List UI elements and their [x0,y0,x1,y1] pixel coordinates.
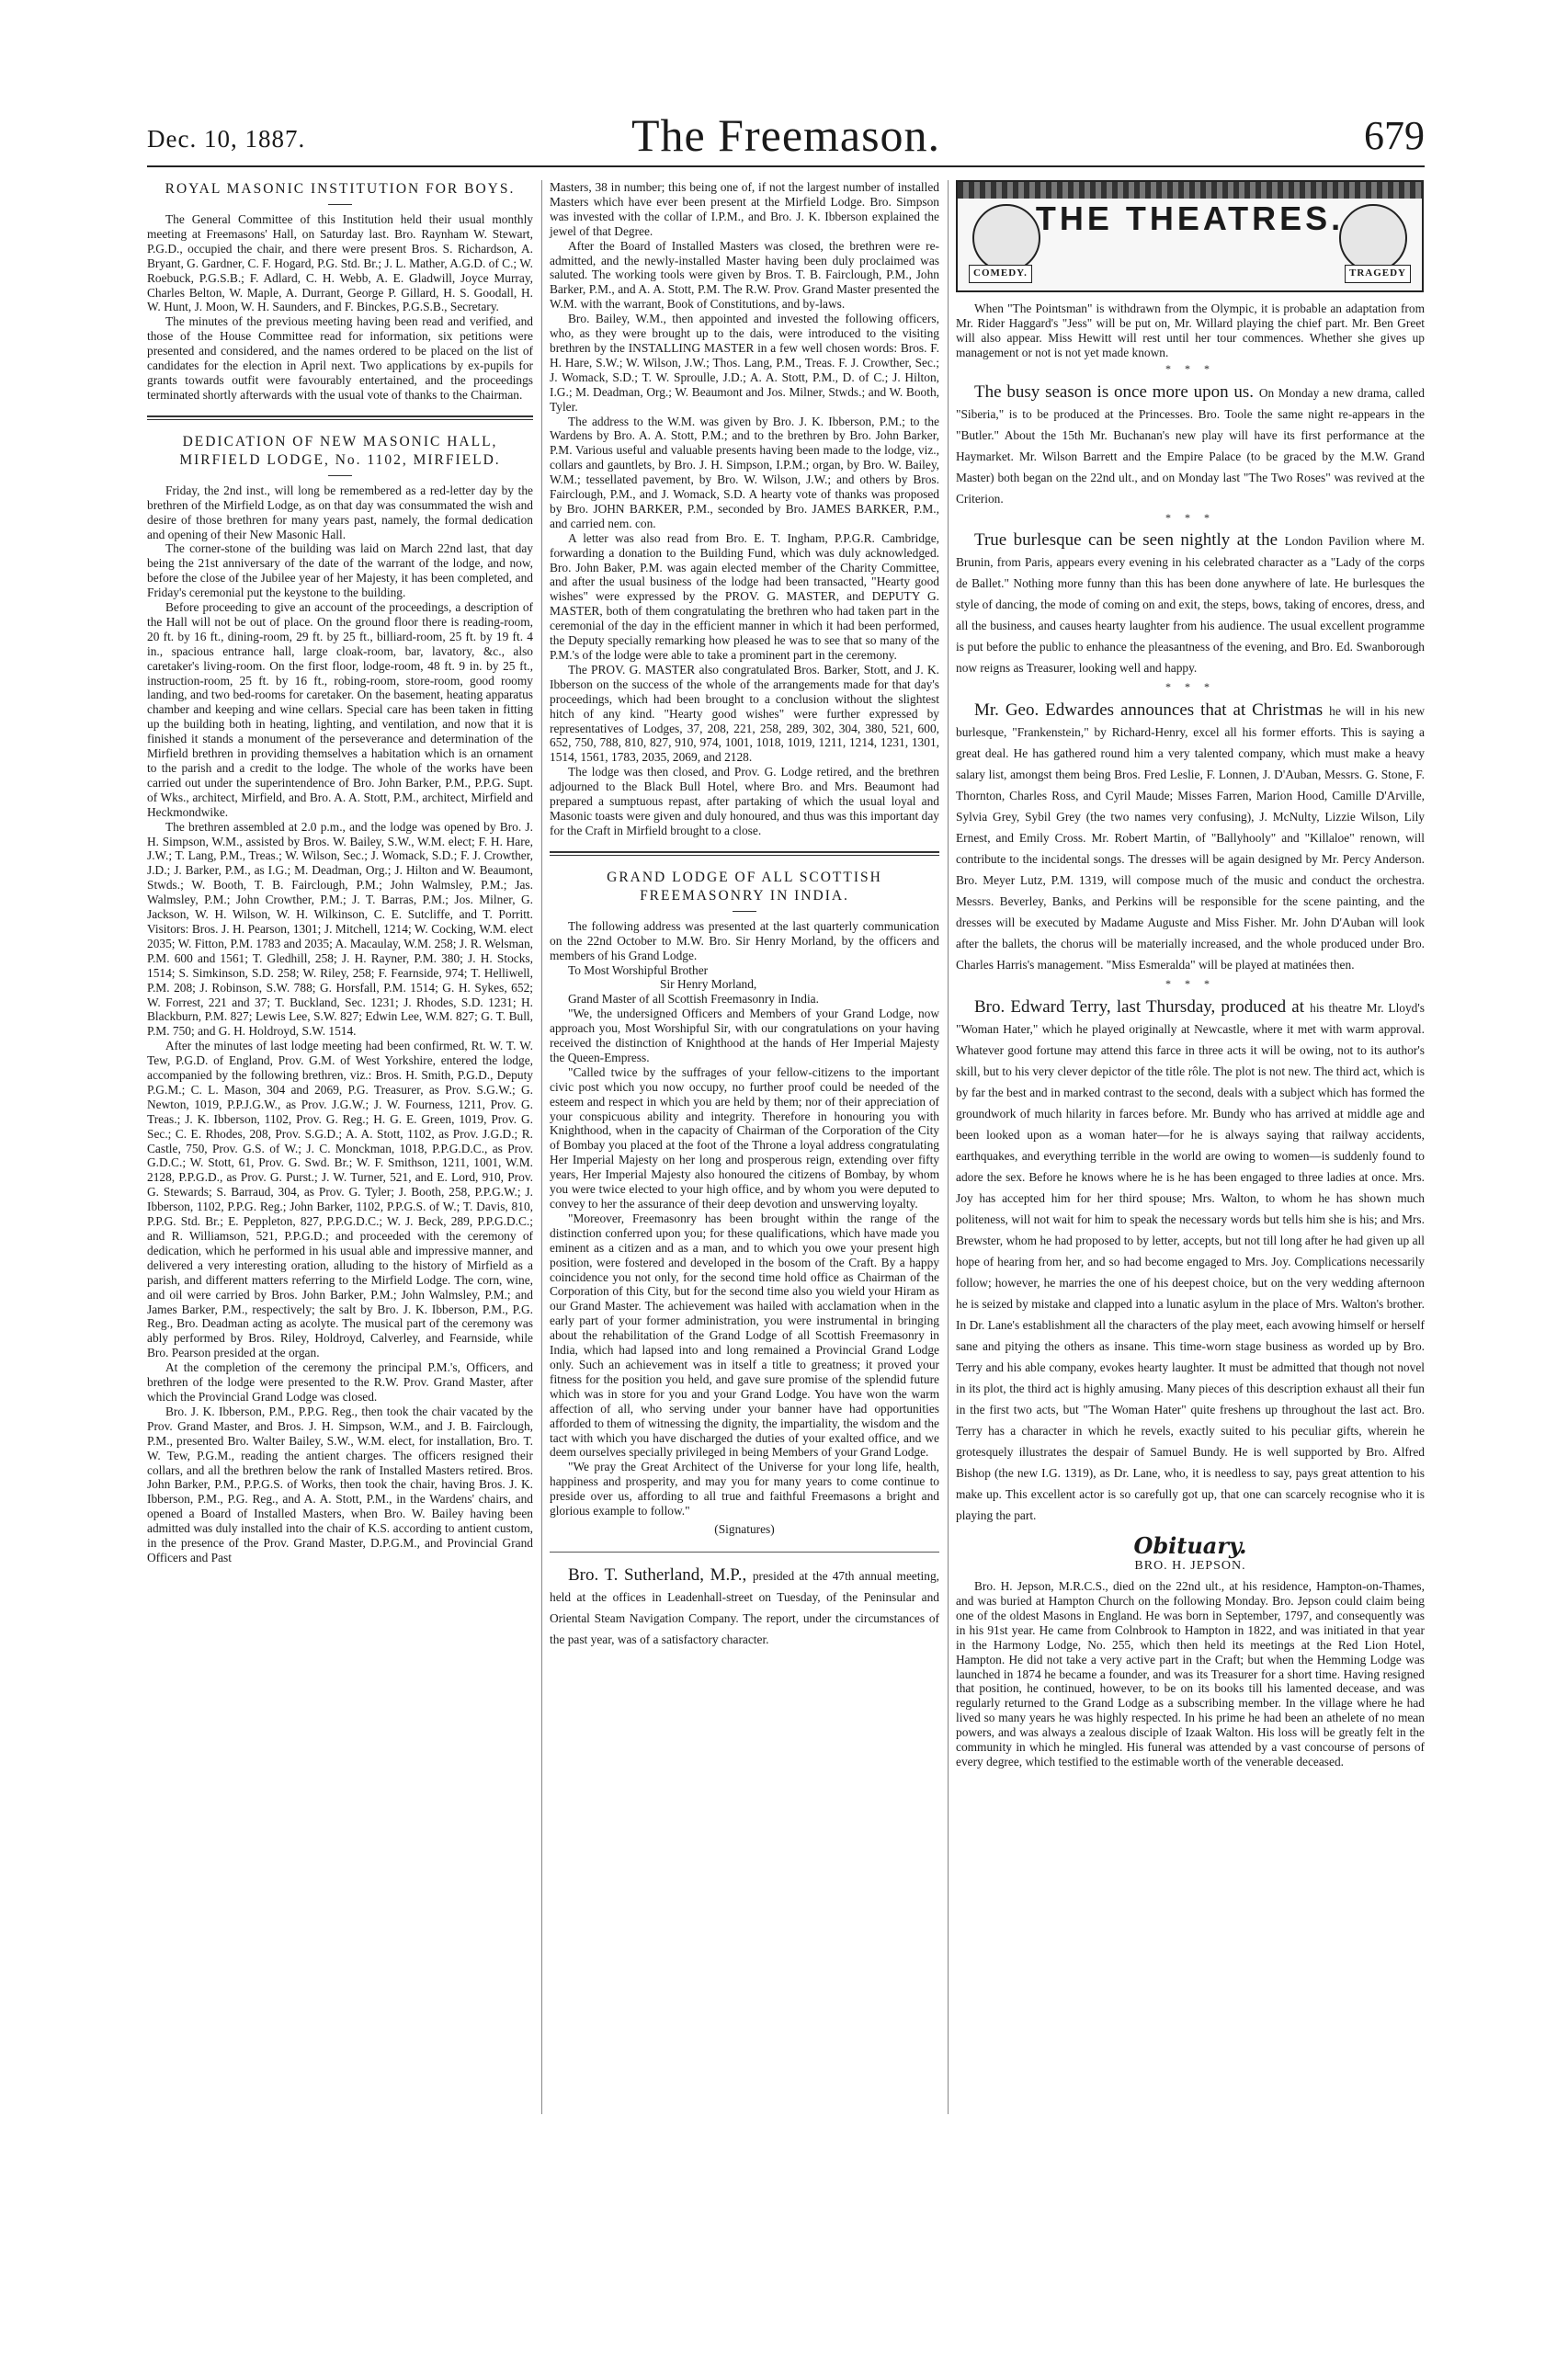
column-divider [541,180,542,2114]
paragraph: The address to the W.M. was given by Bro. J. K. Ibberson, P.M.; to the Wardens by Bro. A. A. Stott, P.M.; and to the brethren by Bro. John Barker, P.M. Various useful and valuable presents having been made to the lodge, viz., collars and gauntlets, by Bro. J. H. Simpson, I.P.M.; organ, by Bro. W. Bailey, W.M.; tessellated pavement, by Bro. W. Wilson, J.W.; and others by Bros. Fairclough, P.M., and J. Womack, S.D. A hearty vote of thanks was proposed by Bro. JOHN BARKER, P.M., seconded by Bro. JAMES BARKER, P.M., and carried nem. con. [550,414,939,530]
paragraph: At the completion of the ceremony the principal P.M.'s, Officers, and brethren of the lodge were presented to the R.W. Prov. Grand Master, after which the Provincial Grand Lodge was closed. [147,1360,533,1404]
paragraph-lead [956,700,1425,975]
section-stars: * * * [1165,361,1215,375]
article-heading-boys-institution: ROYAL MASONIC INSTITUTION FOR BOYS. [165,181,516,197]
paragraph: After the minutes of last lodge meeting had been confirmed, Rt. W. T. W. Tew, P.G.D. of England, Prov. G.M. of West Yorkshire, entered the lodge, accompanied by the following brethren, viz.: Bros. H. Smith, P.G.D., Deputy P.G.M.; C. L. Mason, 304 and 2069, P.G. Treasurer, as Prov. S.G.W.; G. Newton, 1019, P.P.J.G.W., as Prov. J.G.W.; J. W. Fourness, 1211, Prov. G. Treas.; J. K. Ibberson, 1102, Prov. G. Reg.; H. G. E. Green, 1019, Prov. G. Sec.; C. E. Rhodes, 208, Prov. S.G.D.; A. A. Stott, 1102, as Prov. J.G.D.; R. Castle, 750, Prov. G.S. of W.; J. C. Monckman, 1018, P.P.G.D.C., as Prov. G.D.C.; W. Stott, 61, Prov. G. Swd. Br.; W. F. Smithson, 1211, 1001, W.M. 2128, P.P.G.D., as Prov. G. Purst.; J. W. Turner, 521, and E. Lord, 910, Prov. G. Stewards; S. Barraud, 304, as Prov. G. Tyler; J. Booth, 258, P.P.G.W.; J. Ibberson, 1102, P.P.G. Reg.; John Barker, 1102, P.P.G.S. of W.; T. Davis, 810, P.P.G. Std. Br.; E. Peppleton, 827, P.P.G.D.C.; W. J. Beck, 289, P.P.G.D.C.; and R. Williamson, 521, P.P.G.D.; and proceeded with the ceremony of dedication, which he performed in his usual able and impressive manner, and delivered a very interesting oration, alluding to the history of Mirfield as a parish, and different matters referring to the Mirfield Lodge. The corn, wine, and oil were carried by Bros. John Barker, P.M.; John Walmsley, P.M.; and James Barker, P.M., respectively; the salt by Bro. J. K. Ibberson, P.M., P.G. Reg., Bro. Deadman acting as acolyte. The musical part of the ceremony was ably performed by Bros. Riley, Holdroyd, Calverley, and Fearnside, while Bro. Pearson presided at the organ. [147,1039,533,1360]
obituary-subheading: BRO. H. JEPSON. [1134,1559,1246,1574]
article-separator [147,415,533,420]
lead-text: Mr. Geo. Edwardes announces that at Christmas [974,700,1324,721]
column-2 [550,180,939,1650]
paragraph: "Moreover, Freemasonry has been brought within the range of the distinction conferred upon you; for these qualifications, which have made you eminent as a citizen and as a man, and to which you owe your present high position, were fostered and developed in the bosom of the Craft. By a happy coincidence you not only, for the second time hold office as Chairman of the Corporation of this City, but for the second time also you wield your Hiram as our Grand Master. The achievement was hailed with acclamation when in the early part of your former administration, you were instrumental in bringing about the rehabilitation of the Grand Lodge of all Scottish Freemasonry in India, which had lapsed into and long remained a Provincial Grand Lodge only. Such an achievement was in itself a title to greatness; it proved your fitness for the position you held, and gave sure promise of the splendid future which was in store for you and your Grand Lodge. You have won the warm affection of all, who serving under your banner have had opportunities afforded to them of witnessing the dignity, the impartiality, the wisdom and the tact with which you have discharged the duties of your exalted office, and we deem ourselves specially privileged in being Members of your Grand Lodge. [550,1211,939,1460]
address-line: Grand Master of all Scottish Freemasonry in India. [568,992,819,1007]
tragedy-label: TRAGEDY [1345,265,1411,283]
theatres-title: THE THEATRES. [1035,199,1345,237]
curtain-decoration [958,182,1422,199]
paragraph: Bro. Bailey, W.M., then appointed and invested the following officers, who, as they were brought up to the dais, were introduced to the visiting brethren by the INSTALLING MASTER in a few well chosen words: Bros. F. H. Hare, S.W.; W. Wilson, J.W.; Thos. Lang, P.M., Treas. F. J. Crowther, Sec.; J. Womack, S.D.; T. W. Sproulle, J.D.; A. A. Stott, P.M., D. of C.; J. Hilton, I.G.; M. Deadman, Org.; W. Beaumont and Jos. Milner, Stwds.; and W. Booth, Tyler. [550,312,939,414]
paragraph-text: London Pavilion where M. Brunin, from Paris, appears every evening in his celebrated character as a "Lady of the corps de Ballet." Nothing more funny than this has been done anywhere of late. He burlesques the style of dancing, the mode of coming on and exit, the steps, bows, taking of encores, dress, and all the business, and causes hearty laughter from his audience. The usual excellent programme is put before the public to enhance the pleasantness of the evening, and Bro. Ed. Swanborough now reigns as Treasurer, looking well and happy. [956,534,1426,676]
obituary-heading: Obituary. [1133,1532,1247,1560]
lead-text: Bro. T. Sutherland, M.P., [568,1564,747,1585]
paragraph: Before proceeding to give an account of the proceedings, a description of the Hall will not be out of place. On the ground floor there is reading-room, 20 ft. by 16 ft., dining-room, 29 ft. by 25 ft., billiard-room, 25 ft. by 19 ft. 4 in., spacious entrance hall, large cloak-room, bar, lavatory, &c., also caretaker's living-room. On the first floor, lodge-room, 48 ft. 9 in. by 25 ft., instruction-room, 25 ft. by 16 ft., robing-room, store-room, good roomy landing, and two bed-rooms for caretaker. On the basement, heating apparatus chamber and keeping and wine cellars. Special care has been taken in fitting up the building both in heating, lighting, and ventilation, and now that it is finished it stands a monument of the perseverance and determination of the Mirfield brethren in providing themselves a habitation which is an ornament to the parish and a credit to the lodge. The whole of the works have been carried out under the superintendence of Bro. John Barker, P.M., P.P.G. Supt. of Wks., architect, Mirfield, and Bro. A. A. Stott, P.M., architect, Mirfield and Heckmondwike. [147,600,533,819]
paragraph: "Called twice by the suffrages of your fellow-citizens to the important civic post which you now occupy, no further proof could be needed of the esteem and respect in which you are held by them; nor of their appreciation of your conspicuous ability and integrity. Therefore in honouring you with Knighthood, when in the capacity of Chairman of the Corporation of the City of Bombay you placed at the foot of the Throne a loyal address congratulating Her Imperial Majesty on her long and prosperous reign, extending over fifty years, Her Imperial Majesty also honoured the citizens of Bombay, by whom you were twice elected to your high office, and by whom you were deputed to convey to her the assurance of their deep devotion and unswerving loyalty. [550,1064,939,1211]
address-line: Sir Henry Morland, [660,977,757,992]
article-separator [550,1552,939,1553]
paragraph: The General Committee of this Institution held their usual monthly meeting at Freemasons' Hall, on Saturday last. Bro. Raynham W. Stewart, P.G.D., occupied the chair, and there were present Bros. S. Richardson, A. Bryant, G. Gardner, C. F. Hogard, P.G. Std. Br.; J. L. Mather, A.G.D. of C.; W. Roebuck, P.G.S.B.; F. Adlard, C. H. Webb, A. E. Gladwill, Joyce Murray, Charles Belton, W. Maple, A. Durrant, George P. Gillard, H. S. Goodall, H. W. Hunt, J. Moon, W. H. Saunders, and F. Binckes, P.G.S.B., Secretary. [147,212,534,314]
paragraph: Bro. J. K. Ibberson, P.M., P.P.G. Reg., then took the chair vacated by the Prov. Grand Master, and Bros. J. H. Simpson, W.M., and J. B. Fairclough, P.M., presented Bro. Walter Bailey, S.W., W.M. elect, for installation, Bro. T. W. Tew, P.G.M., reading the antient charges. The officers resigned their collars, and all the brethren below the rank of Installed Masters retired. Bros. John Barker, P.M., P.P.G.S. of Works, then took the chair, having Bros. J. K. Ibberson, P.M., P.G. Reg., and A. A. Stott, P.M., in the Wardens' chairs, and opened a Board of Installed Masters, when Bro. W. Bailey having been admitted was duly installed into the chair of K.S. according to antient custom, in the presence of the Prov. Grand Master, D.P.G.M., and Provincial Grand Officers and Past [147,1404,533,1564]
column-3 [956,180,1425,1769]
theatres-banner [956,180,1424,292]
paragraph-lead [550,1565,939,1650]
divider [733,911,756,912]
lead-text: True burlesque can be seen nightly at the [974,530,1278,551]
comedy-label: COMEDY. [969,265,1032,283]
paragraph: Bro. H. Jepson, M.R.C.S., died on the 22nd ult., at his residence, Hampton-on-Thames, and was buried at Hampton Church on the following Monday. Bro. Jepson could claim being one of the oldest Masons in England. He was born in September, 1797, and consequently was in his 91st year. He came from Colnbrook to Hampton in 1822, and was initiated in that year in the Harmony Lodge, No. 255, which then held its meetings at the Red Lion Hotel, Hampton. He did not take a very active part in the Craft; but when the Hemming Lodge was launched in 1874 he became a founder, and was its Treasurer for a short time. Having resigned that position, he continued, however, to be on its books till his lamented decease, and was regularly returned to the Grand Lodge as a subscribing member. In the village where he had lived so many years he was highly respected. In his prime he had been an athelete of no mean powers, and was always a zealous disciple of Izaak Walton. His loss will be greatly felt in the community in which he mingled. His funeral was attended by a vast concourse of persons of every degree, which testified to the estimable worth of the venerable deceased. [956,1579,1425,1769]
article-separator [550,851,939,856]
divider [328,475,352,476]
paragraph: "We pray the Great Architect of the Universe for your long life, health, happiness and prosperity, and may you for many years to come continue to preside over us, affording to all true and faithful Freemasons a bright and glorious example to follow." [550,1460,939,1519]
paragraph-text: presided at the 47th annual meeting, held at the offices in Leadenhall-street on Tuesday, of the Peninsular and Oriental Steam Navigation Company. The report, under the circumstances of the past year, was of a satisfactory character. [550,1568,940,1646]
divider [328,204,352,205]
paragraph-text: his theatre Mr. Lloyd's "Woman Hater," which he played originally at Newcastle, where it met with warm approval. Whatever good fortune may attend this farce in three acts it will be owing, not to its author's skill, but to his very clever depictor of the title rôle. The plot is not new. The third act, which is by far the best and in marked contrast to the second, deals with a subject which has formed the groundwork of much hilarity in farces before. Mr. Bundy who has arrived at middle age and been looked upon as a woman hater—for he is always saying that railway accidents, earthquakes, and everything terrible in the world are owing to women—is suddenly found to adore the sex. Before he knows where he is he has been engaged to three ladies at once. Mrs. Joy has accepted him for her third spouse; Mrs. Walton, to whom he has shown much politeness, will not wait for him to speak the necessary words but tells him she is his; and Mrs. Brewster, whom he had proposed to by letter, accepts, but not till long after he had given up all hope of hearing from her, and so had become engaged to Mrs. Joy. Complications necessarily follow; however, he marries the one of his deepest choice, but on the very wedding afternoon he is seized by mistake and clapped into a lunatic asylum in the place of Mrs. Walton's brother. In Dr. Lane's establishment all the characters of the play meet, each avowing himself or herself sane and pitying the others as insane. This time-worn stage business as worded up by Bro. Terry and his able company, evokes hearty laughter. It must be admitted that though not novel in its plot, the third act is highly amusing. Many pieces of this description exhaust all their fun in the first two acts, but "The Woman Hater" quite freshens up throughout the last act. Bro. Terry has a character in which he revels, exactly suited to his peculiar gifts, wherein he grotesquely illustrates the despair of Samuel Bundy. He is well supported by Bro. Alfred Bishop (the new I.G. 1319), as Dr. Lane, who, it is needless to say, pays great attention to his make up. This excellent actor is so carefully got up, that one can scarcely recognise who it is playing the part. [956,1001,1426,1523]
paragraph: When "The Pointsman" is withdrawn from the Olympic, it is probable an adaptation from Mr. Rider Haggard's "Jess" will be put on, Mr. Willard playing the chief part. Mr. Ben Greet will also appear. Miss Hewitt will rest until her tour commences. Whether she gives up management or not is not yet made known. [956,301,1425,359]
section-stars: * * * [1165,977,1215,991]
paragraph-lead [956,530,1425,678]
paragraph-lead [956,382,1425,509]
paragraph: The minutes of the previous meeting having been read and verified, and those of the House Committee read for information, six petitions were presented and considered, and the names ordered to be placed on the list of candidates for the election in April next. Two applications by ex-pupils for grants towards outfit were favourably entertained, and the proceedings terminated shortly afterwards with the usual vote of thanks to the Chairman. [147,314,533,402]
paragraph: The corner-stone of the building was laid on March 22nd last, that day being the 21st anniversary of the date of the warrant of the lodge, and now, before the close of the Jubilee year of her Majesty, it has been completed, and Friday's ceremonial put the keystone to the building. [147,541,533,600]
masthead [147,108,1425,164]
paragraph-text: On Monday a new drama, called "Siberia," is to be produced at the Princesses. Bro. Toole the same night re-appears in the "Butler." About the 15th Mr. Buchanan's new play will have its first performance at the Haymarket. Mr. Wilson Barrett and the Empire Palace (to be graced by the M.W. Grand Master) both began on the 22nd ult., and on Monday last "The Two Roses" was revived at the Criterion. [956,385,1426,506]
article-heading-scottish-freemasonry: GRAND LODGE OF ALL SCOTTISH FREEMASONRY IN INDIA. [607,869,882,904]
lead-text: Bro. Edward Terry, last Thursday, produced at [974,997,1304,1018]
paragraph: "We, the undersigned Officers and Members of your Grand Lodge, now approach you, Most Worshipful Sir, with our congratulations on your having received the distinction of Knighthood at the hands of Her Imperial Majesty the Queen-Empress. [550,1007,939,1064]
paragraph: After the Board of Installed Masters was closed, the brethren were re-admitted, and the newly-installed Master having been duly proclaimed was saluted. The working tools were given by Bros. T. B. Fairclough, P.M., John Barker, P.M., and A. A. Stott, P.M. The R.W. Prov. Grand Master presented the W.M. with the warrant, Book of Constitutions, and by-laws. [550,238,939,312]
paragraph-text: he will in his new burlesque, "Frankenstein," by Richard-Henry, excel all his former efforts. This is saying a great deal. He has gathered round him a very talented company, which must make a heavy salary list, amongst them being Bros. Fred Leslie, F. Lonnen, J. D'Auban, Messrs. G. Stone, F. Thornton, Charles Ross, and Cyril Maude; Misses Farren, Marion Hood, Camille D'Arville, Sylvia Grey, Sybil Grey (the two names very confusing), J. McNulty, Lizzie Wilson, Lily Ernest, and Emily Cross. Mr. Robert Martin, of "Ballyhooly" and "Killaloe" renown, will contribute to the incidental songs. The dresses will be again designed by Mr. Percy Anderson. Bro. Meyer Lutz, P.M. 1319, will compose much of the music and conduct the orchestra. Messrs. Beverley, Banks, and Perkins will be responsible for the scene painting, and the dresses will be executed by Madame Auguste and Miss Fisher. Mr. John D'Auban will look after the ballets, the chorus will be materially increased, and the whole produced under Bro. Charles Harris's management. "Miss Esmeralda" will be played at matinées then. [956,704,1426,973]
section-stars: * * * [1165,680,1215,694]
paragraph: The brethren assembled at 2.0 p.m., and the lodge was opened by Bro. J. H. Simpson, W.M., assisted by Bros. W. Bailey, S.W., W.M. elect; F. H. Hare, J.W.; T. Lang, P.M., Treas.; W. Wilson, Sec.; J. Womack, S.D.; F. J. Crowther, J.D.; J. Barker, P.M., as I.G.; M. Deadman, Org.; J. Hilton and W. Beaumont, Stwds.; W. Booth, T. B. Fairclough, P.M.; John Walmsley, P.M.; Jas. Walmsley, P.M.; John Crowther, P.M.; J. T. Barras, P.M.; Jos. Milner, G. Jackson, W. H. Wilson, W. H. Wilkinson, C. E. Sutcliffe, and T. Porritt. Visitors: Bros. J. H. Pearson, 1301; J. Mitchell, 1214; W. Cocking, W.M. elect 2035; W. Fitton, P.M. 1783 and 2035; A. Macaulay, W.M. 258; J. R. Welsman, P.M. 600 and 1561; T. Gledhill, 258; J. H. Rayner, P.M. 380; J. H. Stocks, 1514; S. Simkinson, S.D. 258; W. Riley, 258; F. Fearnside, 974; T. Helliwell, P.M. 208; J. Robinson, S.W. 788; G. Horsfall, P.M. 1514; G. H. Sykes, 652; W. Forrest, 221 and 37; T. Buckland, Sec. 1231; J. Rhodes, S.D. 1231; H. Blackburn, P.M. 827; Lewis Lee, S.W. 827; Edwin Lee, W.M. 827; G. T. Bull, P.M. 750; and G. H. Holdroyd, S.W. 1514. [147,819,533,1039]
paragraph: A letter was also read from Bro. E. T. Ingham, P.P.G.R. Cambridge, forwarding a donation to the Building Fund, which was duly acknowledged. Bro. John Baker, P.M. was again elected member of the Charity Committee, and after the usual business of the lodge had been transacted, "Hearty good wishes" were expressed by the PROV. G. MASTER, and DEPUTY G. MASTER, both of them congratulating the brethren who had taken part in the ceremonial of the day in the efficient manner in which it had been performed, the Deputy specially remarking how pleased he was to see that so many of the P.M.'s of the lodge were able to take a prominent part in the ceremony. [550,530,939,662]
paragraph: Friday, the 2nd inst., will long be remembered as a red-letter day by the brethren of the Mirfield Lodge, as on that day was consummated the wish and desire of those brethren for many years past, namely, the formal dedication and opening of their New Masonic Hall. [147,483,533,541]
publication-title: The Freemason. [631,109,941,161]
column-1 [147,180,533,1565]
signatures: (Signatures) [714,1521,775,1536]
page-number: 679 [1364,113,1425,158]
paragraph-lead [956,997,1425,1526]
paragraph: The following address was presented at the last quarterly communication on the 22nd October to M.W. Bro. Sir Henry Morland, by the officers and members of his Grand Lodge. [550,918,939,962]
paragraph: Masters, 38 in number; this being one of, if not the largest number of installed Masters which have ever been present at the Mirfield Lodge. Bro. Simpson was invested with the collar of I.P.M., and Bro. J. K. Ibberson explained the jewel of that Degree. [550,180,939,238]
article-heading-mirfield-hall: DEDICATION OF NEW MASONIC HALL, MIRFIELD LODGE, No. 1102, MIRFIELD. [179,433,501,468]
section-stars: * * * [1165,510,1215,524]
column-divider [948,180,949,2114]
masthead-rule [147,165,1425,167]
paragraph: The lodge was then closed, and Prov. G. Lodge retired, and the brethren adjourned to the Black Bull Hotel, where Bro. and Mrs. Beaumont had prepared a sumptuous repast, after partaking of which the usual loyal and Masonic toasts were given and duly honoured, and thus was this important day for the Craft in Mirfield brought to a close. [550,765,939,837]
address-line: To Most Worshipful Brother [568,962,709,977]
issue-date: Dec. 10, 1887. [147,125,306,153]
paragraph: The PROV. G. MASTER also congratulated Bros. Barker, Stott, and J. K. Ibberson on the success of the whole of the arrangements made for that day's proceedings, which had been brought to a conclusion without the slightest hitch of any kind. "Hearty good wishes" were further expressed by representatives of Lodges, 37, 208, 221, 258, 289, 302, 304, 380, 521, 600, 652, 750, 788, 810, 827, 910, 974, 1001, 1018, 1019, 1211, 1214, 1231, 1301, 1514, 1561, 1783, 2035, 2069, and 2128. [550,662,939,765]
lead-text: The busy season is once more upon us. [974,381,1255,402]
